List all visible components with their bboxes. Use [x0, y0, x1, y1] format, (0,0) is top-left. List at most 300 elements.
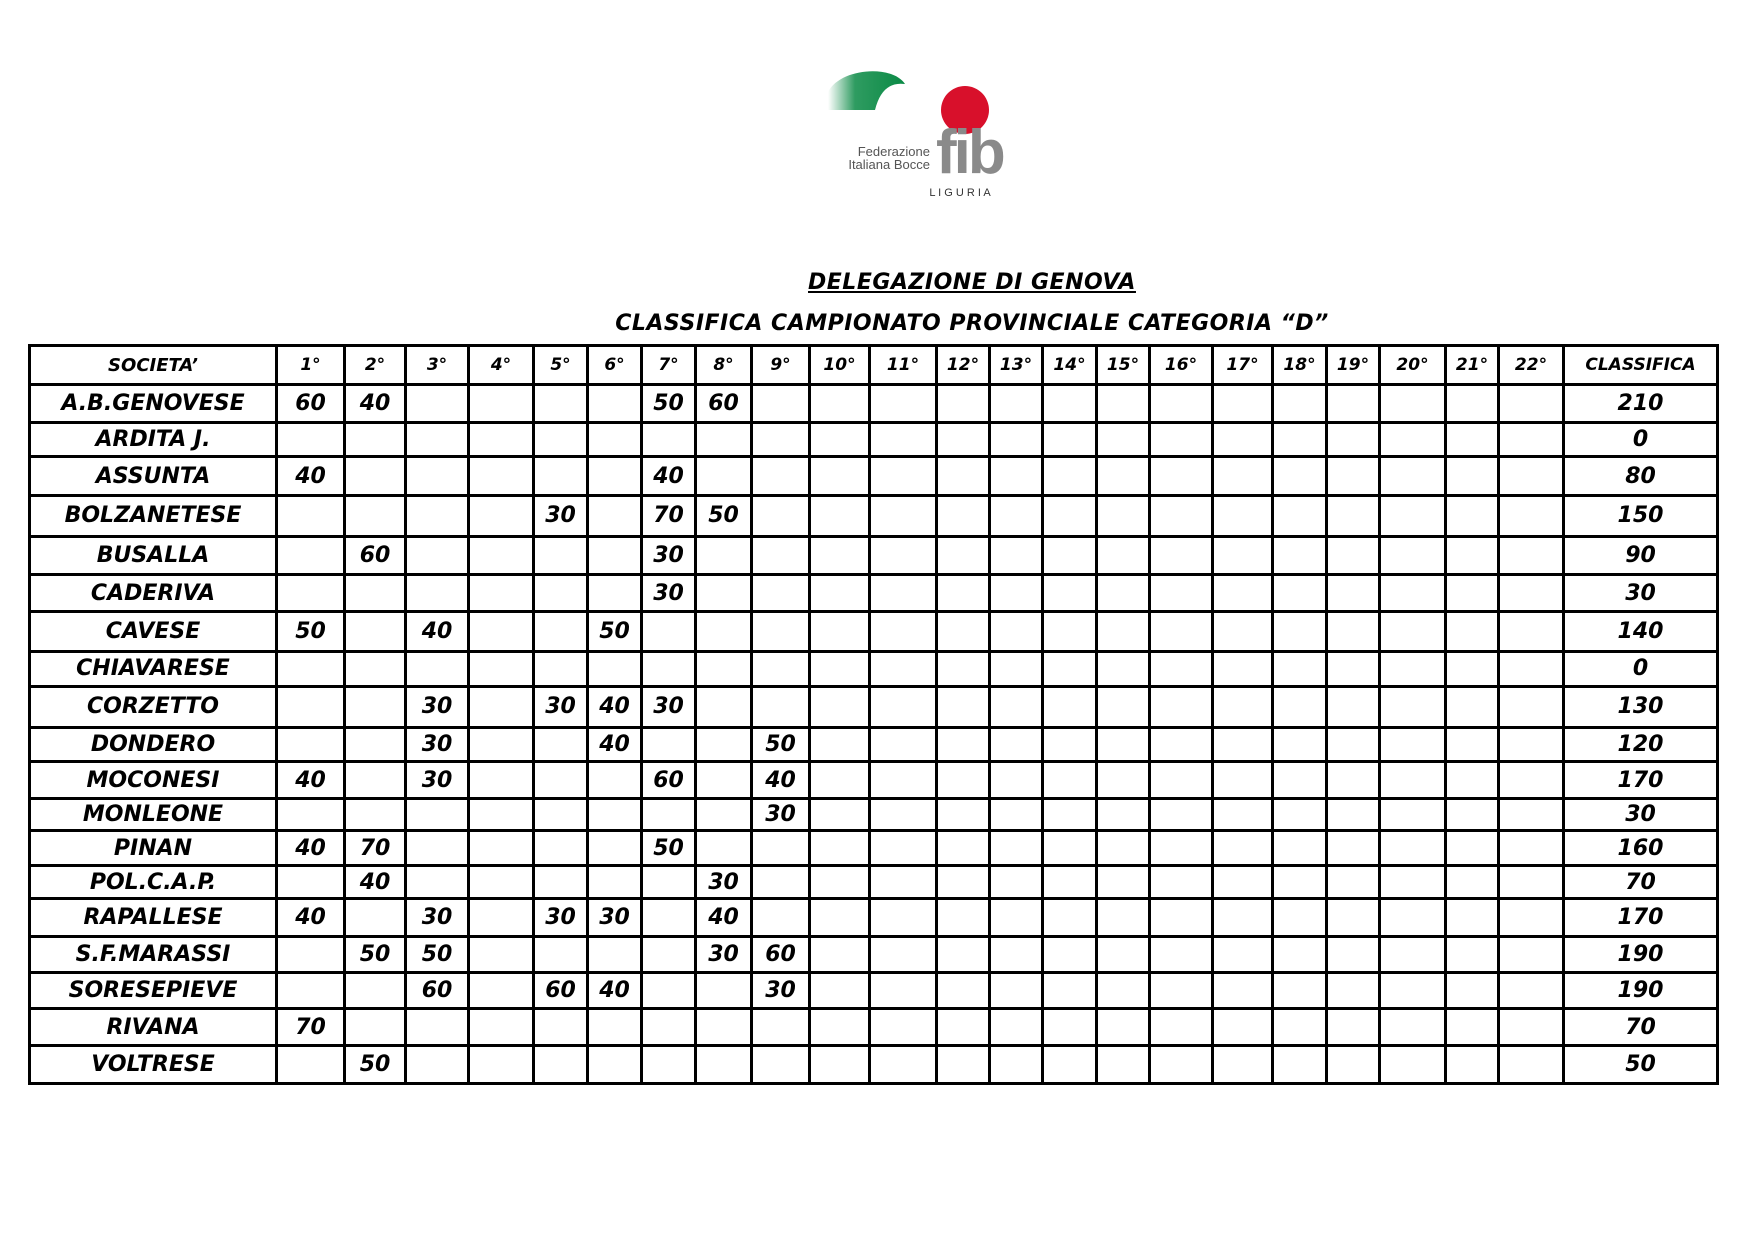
- round-score-cell: [1273, 1046, 1327, 1084]
- round-score-cell: [696, 1009, 752, 1046]
- column-header-round: 9°: [752, 346, 810, 385]
- total-score-cell: 30: [1564, 798, 1718, 830]
- round-score-cell: [469, 865, 534, 899]
- round-score-cell: [1499, 762, 1564, 799]
- round-score-cell: [990, 762, 1043, 799]
- round-score-cell: [1499, 496, 1564, 537]
- round-score-cell: [810, 937, 870, 973]
- column-header-round: 7°: [642, 346, 696, 385]
- round-score-cell: [1446, 972, 1499, 1009]
- round-score-cell: [870, 1009, 937, 1046]
- round-score-cell: [1499, 972, 1564, 1009]
- team-name-cell: MONLEONE: [30, 798, 277, 830]
- round-score-cell: [1273, 727, 1327, 762]
- round-score-cell: [990, 727, 1043, 762]
- round-score-cell: [1327, 727, 1380, 762]
- column-header-round: 18°: [1273, 346, 1327, 385]
- round-score-cell: [1273, 865, 1327, 899]
- round-score-cell: 30: [696, 865, 752, 899]
- round-score-cell: [534, 422, 588, 457]
- round-score-cell: [810, 536, 870, 574]
- round-score-cell: 60: [345, 536, 406, 574]
- round-score-cell: [406, 422, 469, 457]
- round-score-cell: [1213, 865, 1273, 899]
- round-score-cell: [1380, 798, 1446, 830]
- round-score-cell: [1499, 1009, 1564, 1046]
- table-row: [30, 574, 1718, 612]
- total-score-cell: 170: [1564, 762, 1718, 799]
- round-score-cell: [1150, 422, 1213, 457]
- round-score-cell: [990, 972, 1043, 1009]
- round-score-cell: [1446, 496, 1499, 537]
- standings-table: [28, 344, 1719, 1085]
- round-score-cell: [1150, 574, 1213, 612]
- round-score-cell: 30: [642, 686, 696, 727]
- round-score-cell: [810, 422, 870, 457]
- round-score-cell: [345, 1009, 406, 1046]
- round-score-cell: [588, 652, 642, 687]
- round-score-cell: [1499, 831, 1564, 866]
- round-score-cell: [1499, 385, 1564, 423]
- column-header-round: 22°: [1499, 346, 1564, 385]
- round-score-cell: 50: [696, 496, 752, 537]
- round-score-cell: [990, 1046, 1043, 1084]
- round-score-cell: [1380, 831, 1446, 866]
- round-score-cell: 30: [642, 574, 696, 612]
- round-score-cell: [752, 865, 810, 899]
- round-score-cell: 50: [642, 831, 696, 866]
- round-score-cell: [870, 385, 937, 423]
- round-score-cell: [588, 831, 642, 866]
- round-score-cell: [937, 798, 990, 830]
- round-score-cell: [642, 1009, 696, 1046]
- round-score-cell: [1446, 612, 1499, 652]
- round-score-cell: [1446, 937, 1499, 973]
- column-header-round: 6°: [588, 346, 642, 385]
- round-score-cell: [277, 865, 345, 899]
- round-score-cell: [406, 652, 469, 687]
- round-score-cell: [870, 496, 937, 537]
- round-score-cell: [870, 798, 937, 830]
- round-score-cell: [1097, 972, 1150, 1009]
- round-score-cell: [696, 686, 752, 727]
- round-score-cell: [277, 422, 345, 457]
- round-score-cell: [588, 865, 642, 899]
- round-score-cell: [1327, 1046, 1380, 1084]
- round-score-cell: [752, 612, 810, 652]
- round-score-cell: [1273, 612, 1327, 652]
- table-row: [30, 972, 1718, 1009]
- round-score-cell: [937, 1046, 990, 1084]
- round-score-cell: [345, 899, 406, 937]
- round-score-cell: [1043, 612, 1097, 652]
- round-score-cell: [1150, 831, 1213, 866]
- round-score-cell: [937, 457, 990, 496]
- column-header-round: 2°: [345, 346, 406, 385]
- round-score-cell: 60: [534, 972, 588, 1009]
- round-score-cell: [696, 831, 752, 866]
- round-score-cell: [469, 1009, 534, 1046]
- total-score-cell: 0: [1564, 422, 1718, 457]
- round-score-cell: [406, 831, 469, 866]
- team-name-cell: BUSALLA: [30, 536, 277, 574]
- round-score-cell: [469, 457, 534, 496]
- round-score-cell: [937, 686, 990, 727]
- round-score-cell: [870, 652, 937, 687]
- round-score-cell: [1150, 1046, 1213, 1084]
- round-score-cell: [1446, 831, 1499, 866]
- round-score-cell: 30: [696, 937, 752, 973]
- team-name-cell: MOCONESI: [30, 762, 277, 799]
- column-header-round: 16°: [1150, 346, 1213, 385]
- round-score-cell: [810, 831, 870, 866]
- round-score-cell: [752, 422, 810, 457]
- round-score-cell: [1446, 422, 1499, 457]
- round-score-cell: [1499, 422, 1564, 457]
- round-score-cell: [937, 652, 990, 687]
- round-score-cell: [1150, 457, 1213, 496]
- round-score-cell: [1213, 831, 1273, 866]
- table-row: [30, 727, 1718, 762]
- team-name-cell: SORESEPIEVE: [30, 972, 277, 1009]
- column-header-round: 12°: [937, 346, 990, 385]
- round-score-cell: 70: [277, 1009, 345, 1046]
- round-score-cell: [1327, 762, 1380, 799]
- round-score-cell: [1043, 422, 1097, 457]
- round-score-cell: [588, 422, 642, 457]
- round-score-cell: [534, 536, 588, 574]
- round-score-cell: [588, 1009, 642, 1046]
- green-swoosh-icon: [828, 71, 905, 110]
- round-score-cell: [469, 937, 534, 973]
- round-score-cell: [1097, 496, 1150, 537]
- round-score-cell: [696, 652, 752, 687]
- round-score-cell: 40: [277, 762, 345, 799]
- round-score-cell: [1213, 972, 1273, 1009]
- round-score-cell: [469, 972, 534, 1009]
- round-score-cell: 40: [696, 899, 752, 937]
- round-score-cell: [277, 686, 345, 727]
- round-score-cell: [1327, 536, 1380, 574]
- round-score-cell: [1499, 1046, 1564, 1084]
- total-score-cell: 30: [1564, 574, 1718, 612]
- round-score-cell: [588, 496, 642, 537]
- round-score-cell: [277, 1046, 345, 1084]
- round-score-cell: [870, 612, 937, 652]
- team-name-cell: VOLTRESE: [30, 1046, 277, 1084]
- round-score-cell: [277, 727, 345, 762]
- round-score-cell: [1380, 899, 1446, 937]
- round-score-cell: [642, 612, 696, 652]
- round-score-cell: [1499, 536, 1564, 574]
- round-score-cell: [1150, 972, 1213, 1009]
- table-row: [30, 686, 1718, 727]
- column-header-team: SOCIETA’: [30, 346, 277, 385]
- table-row: [30, 612, 1718, 652]
- round-score-cell: [1043, 865, 1097, 899]
- table-body: [30, 385, 1718, 1084]
- total-score-cell: 160: [1564, 831, 1718, 866]
- round-score-cell: [1097, 937, 1150, 973]
- team-name-cell: RIVANA: [30, 1009, 277, 1046]
- round-score-cell: [870, 457, 937, 496]
- round-score-cell: [1213, 686, 1273, 727]
- round-score-cell: [1446, 762, 1499, 799]
- round-score-cell: [1213, 457, 1273, 496]
- round-score-cell: [1499, 865, 1564, 899]
- round-score-cell: [588, 798, 642, 830]
- round-score-cell: [1150, 798, 1213, 830]
- round-score-cell: [1446, 865, 1499, 899]
- round-score-cell: [406, 536, 469, 574]
- round-score-cell: [1499, 937, 1564, 973]
- round-score-cell: [1043, 496, 1097, 537]
- round-score-cell: [1150, 536, 1213, 574]
- table-row: [30, 937, 1718, 973]
- round-score-cell: [345, 422, 406, 457]
- table-row: [30, 762, 1718, 799]
- round-score-cell: 40: [345, 865, 406, 899]
- team-name-cell: CORZETTO: [30, 686, 277, 727]
- column-header-round: 20°: [1380, 346, 1446, 385]
- round-score-cell: [1097, 422, 1150, 457]
- round-score-cell: [588, 937, 642, 973]
- round-score-cell: [937, 865, 990, 899]
- round-score-cell: [937, 831, 990, 866]
- round-score-cell: [1097, 385, 1150, 423]
- round-score-cell: [1499, 612, 1564, 652]
- round-score-cell: [1213, 536, 1273, 574]
- round-score-cell: [1327, 686, 1380, 727]
- round-score-cell: [406, 385, 469, 423]
- round-score-cell: [990, 686, 1043, 727]
- round-score-cell: [469, 652, 534, 687]
- table-row: [30, 1046, 1718, 1084]
- fib-liguria-logo: [820, 70, 1070, 200]
- round-score-cell: [1327, 574, 1380, 612]
- round-score-cell: [588, 762, 642, 799]
- round-score-cell: [1097, 536, 1150, 574]
- round-score-cell: [870, 937, 937, 973]
- round-score-cell: [870, 972, 937, 1009]
- round-score-cell: 30: [406, 727, 469, 762]
- round-score-cell: [345, 652, 406, 687]
- round-score-cell: [1273, 574, 1327, 612]
- round-score-cell: [1380, 574, 1446, 612]
- logo-acronym: fib: [936, 118, 1003, 187]
- round-score-cell: [1273, 496, 1327, 537]
- round-score-cell: [1097, 727, 1150, 762]
- table-row: [30, 496, 1718, 537]
- round-score-cell: [1273, 1009, 1327, 1046]
- logo-org-line2: Italiana Bocce: [848, 157, 930, 172]
- round-score-cell: [406, 496, 469, 537]
- table-row: [30, 1009, 1718, 1046]
- round-score-cell: [277, 798, 345, 830]
- round-score-cell: [810, 385, 870, 423]
- round-score-cell: [345, 574, 406, 612]
- delegation-title: DELEGAZIONE DI GENOVA: [808, 270, 1136, 295]
- round-score-cell: [752, 536, 810, 574]
- round-score-cell: [937, 972, 990, 1009]
- team-name-cell: RAPALLESE: [30, 899, 277, 937]
- total-score-cell: 150: [1564, 496, 1718, 537]
- round-score-cell: [534, 1009, 588, 1046]
- round-score-cell: [1273, 831, 1327, 866]
- round-score-cell: [406, 574, 469, 612]
- round-score-cell: [1327, 612, 1380, 652]
- total-score-cell: 70: [1564, 1009, 1718, 1046]
- round-score-cell: [1213, 798, 1273, 830]
- table-row: [30, 831, 1718, 866]
- round-score-cell: [1150, 762, 1213, 799]
- round-score-cell: [1043, 457, 1097, 496]
- round-score-cell: [1097, 899, 1150, 937]
- round-score-cell: [937, 899, 990, 937]
- round-score-cell: [1499, 727, 1564, 762]
- round-score-cell: [1043, 727, 1097, 762]
- team-name-cell: CAVESE: [30, 612, 277, 652]
- round-score-cell: [534, 937, 588, 973]
- round-score-cell: [345, 798, 406, 830]
- team-name-cell: DONDERO: [30, 727, 277, 762]
- round-score-cell: [870, 1046, 937, 1084]
- round-score-cell: 30: [752, 972, 810, 1009]
- round-score-cell: [937, 1009, 990, 1046]
- round-score-cell: [1043, 686, 1097, 727]
- round-score-cell: [469, 574, 534, 612]
- round-score-cell: [406, 1046, 469, 1084]
- round-score-cell: [345, 762, 406, 799]
- round-score-cell: [534, 727, 588, 762]
- round-score-cell: [1446, 457, 1499, 496]
- round-score-cell: [752, 686, 810, 727]
- round-score-cell: [990, 831, 1043, 866]
- round-score-cell: [990, 899, 1043, 937]
- round-score-cell: [1150, 899, 1213, 937]
- team-name-cell: ASSUNTA: [30, 457, 277, 496]
- round-score-cell: [1446, 385, 1499, 423]
- round-score-cell: [1043, 1046, 1097, 1084]
- round-score-cell: [1273, 686, 1327, 727]
- round-score-cell: [1273, 385, 1327, 423]
- round-score-cell: 40: [588, 972, 642, 1009]
- round-score-cell: [1097, 574, 1150, 612]
- round-score-cell: [406, 457, 469, 496]
- total-score-cell: 210: [1564, 385, 1718, 423]
- round-score-cell: [469, 899, 534, 937]
- round-score-cell: [990, 865, 1043, 899]
- round-score-cell: [1327, 972, 1380, 1009]
- round-score-cell: [1097, 612, 1150, 652]
- round-score-cell: [810, 727, 870, 762]
- round-score-cell: [1327, 422, 1380, 457]
- round-score-cell: [1097, 686, 1150, 727]
- round-score-cell: [870, 536, 937, 574]
- round-score-cell: [1380, 422, 1446, 457]
- round-score-cell: [696, 574, 752, 612]
- round-score-cell: [1327, 496, 1380, 537]
- round-score-cell: [1380, 686, 1446, 727]
- round-score-cell: 70: [345, 831, 406, 866]
- round-score-cell: [1213, 652, 1273, 687]
- round-score-cell: [1446, 727, 1499, 762]
- round-score-cell: [1380, 937, 1446, 973]
- round-score-cell: [696, 727, 752, 762]
- total-score-cell: 90: [1564, 536, 1718, 574]
- table-row: [30, 385, 1718, 423]
- round-score-cell: [406, 865, 469, 899]
- round-score-cell: [1150, 937, 1213, 973]
- round-score-cell: [990, 457, 1043, 496]
- round-score-cell: 70: [642, 496, 696, 537]
- round-score-cell: [1446, 1009, 1499, 1046]
- round-score-cell: [1213, 612, 1273, 652]
- round-score-cell: [1380, 385, 1446, 423]
- total-score-cell: 190: [1564, 937, 1718, 973]
- total-score-cell: 190: [1564, 972, 1718, 1009]
- total-score-cell: 130: [1564, 686, 1718, 727]
- round-score-cell: [1043, 574, 1097, 612]
- table-row: [30, 798, 1718, 830]
- round-score-cell: [406, 1009, 469, 1046]
- table-row: [30, 536, 1718, 574]
- table-header-row: [30, 346, 1718, 385]
- round-score-cell: [534, 798, 588, 830]
- round-score-cell: [1213, 1009, 1273, 1046]
- column-header-round: 15°: [1097, 346, 1150, 385]
- round-score-cell: [870, 574, 937, 612]
- round-score-cell: [810, 1046, 870, 1084]
- round-score-cell: [534, 574, 588, 612]
- round-score-cell: [937, 536, 990, 574]
- round-score-cell: [1273, 798, 1327, 830]
- round-score-cell: [1327, 385, 1380, 423]
- round-score-cell: [1150, 496, 1213, 537]
- round-score-cell: [1213, 1046, 1273, 1084]
- round-score-cell: 30: [534, 496, 588, 537]
- round-score-cell: [1043, 937, 1097, 973]
- table-row: [30, 652, 1718, 687]
- round-score-cell: [534, 612, 588, 652]
- round-score-cell: [1446, 574, 1499, 612]
- round-score-cell: [588, 457, 642, 496]
- round-score-cell: 50: [345, 1046, 406, 1084]
- round-score-cell: [870, 686, 937, 727]
- round-score-cell: [990, 536, 1043, 574]
- round-score-cell: [642, 652, 696, 687]
- team-name-cell: ARDITA J.: [30, 422, 277, 457]
- round-score-cell: [1097, 1009, 1150, 1046]
- round-score-cell: [752, 574, 810, 612]
- round-score-cell: [642, 798, 696, 830]
- round-score-cell: [1043, 536, 1097, 574]
- round-score-cell: [1273, 652, 1327, 687]
- round-score-cell: [870, 422, 937, 457]
- round-score-cell: [1499, 686, 1564, 727]
- round-score-cell: [277, 972, 345, 1009]
- round-score-cell: [1043, 972, 1097, 1009]
- round-score-cell: [990, 385, 1043, 423]
- round-score-cell: [534, 865, 588, 899]
- round-score-cell: [345, 457, 406, 496]
- round-score-cell: [752, 457, 810, 496]
- total-score-cell: 0: [1564, 652, 1718, 687]
- total-score-cell: 140: [1564, 612, 1718, 652]
- team-name-cell: POL.C.A.P.: [30, 865, 277, 899]
- round-score-cell: [870, 762, 937, 799]
- round-score-cell: [870, 831, 937, 866]
